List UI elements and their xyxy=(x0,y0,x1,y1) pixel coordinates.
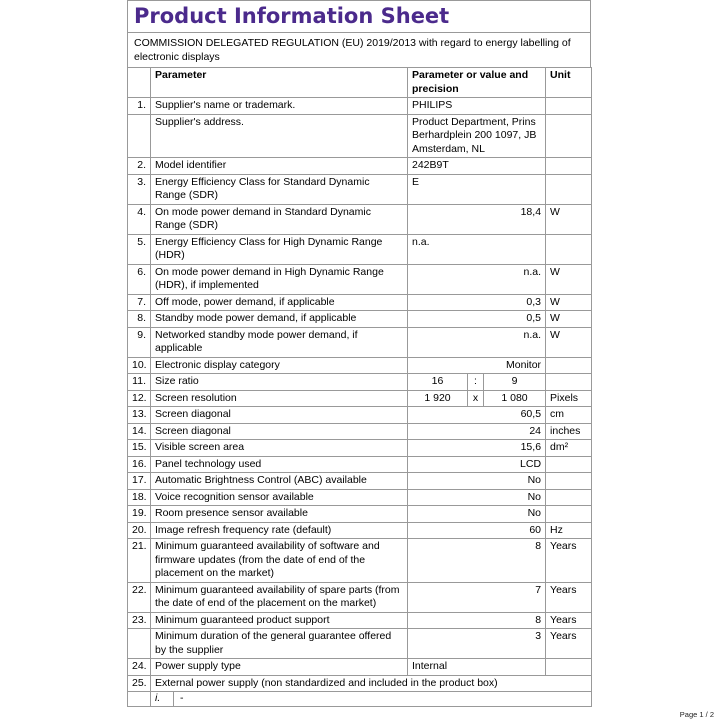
row-value: n.a. xyxy=(408,327,546,357)
table-row xyxy=(128,440,592,457)
row-value: 8 xyxy=(408,539,546,583)
row-parameter: On mode power demand in High Dynamic Range (HDR), if implemented xyxy=(151,264,408,294)
row-value: Monitor xyxy=(408,357,546,374)
row-unit xyxy=(546,357,592,374)
row-number: 3. xyxy=(128,174,151,204)
header-num-cell xyxy=(128,68,151,98)
table-row xyxy=(128,675,592,692)
header-value: Parameter or value and precision xyxy=(408,68,546,98)
row-parameter: Screen diagonal xyxy=(151,407,408,424)
table-row xyxy=(128,98,592,115)
row-value: 0,3 xyxy=(408,294,546,311)
page-title: Product Information Sheet xyxy=(127,0,591,32)
row-value: No xyxy=(408,473,546,490)
row-unit: cm xyxy=(546,407,592,424)
row-unit: W xyxy=(546,294,592,311)
row-unit xyxy=(546,659,592,676)
table-row xyxy=(128,390,592,407)
row-parameter: Energy Efficiency Class for High Dynamic Range (HDR) xyxy=(151,234,408,264)
row-unit: W xyxy=(546,311,592,328)
row-value: n.a. xyxy=(408,264,546,294)
row-unit xyxy=(546,234,592,264)
row-value: Internal xyxy=(408,659,546,676)
row-value: 60,5 xyxy=(408,407,546,424)
table-row xyxy=(128,692,592,707)
row-value: 18,4 xyxy=(408,204,546,234)
table-row xyxy=(128,374,592,391)
row-number: 19. xyxy=(128,506,151,523)
row-number: 4. xyxy=(128,204,151,234)
row-parameter: Voice recognition sensor available xyxy=(151,489,408,506)
row-unit: W xyxy=(546,327,592,357)
row-number: 20. xyxy=(128,522,151,539)
table-row xyxy=(128,539,592,583)
row-number xyxy=(128,629,151,659)
sub-item-value: - xyxy=(180,692,184,704)
row-number: 24. xyxy=(128,659,151,676)
row-unit xyxy=(546,506,592,523)
row-parameter: Image refresh frequency rate (default) xyxy=(151,522,408,539)
value-separator: x xyxy=(468,390,484,407)
row-number: 1. xyxy=(128,98,151,115)
row-number: 7. xyxy=(128,294,151,311)
row-number: 23. xyxy=(128,612,151,629)
row-number: 16. xyxy=(128,456,151,473)
table-row xyxy=(128,158,592,175)
row-number: 17. xyxy=(128,473,151,490)
table-row xyxy=(128,114,592,158)
table-row xyxy=(128,522,592,539)
row-parameter: Minimum duration of the general guarantee offered by the supplier xyxy=(151,629,408,659)
row-number: 12. xyxy=(128,390,151,407)
table-row xyxy=(128,473,592,490)
row-parameter: Standby mode power demand, if applicable xyxy=(151,311,408,328)
row-parameter: External power supply (non standardized and included in the product box) xyxy=(151,675,592,692)
row-number: 21. xyxy=(128,539,151,583)
row-value: 0,5 xyxy=(408,311,546,328)
header-parameter: Parameter xyxy=(151,68,408,98)
row-value: 3 xyxy=(408,629,546,659)
row-value: 24 xyxy=(408,423,546,440)
page-number: Page 1 / 2 xyxy=(679,710,714,719)
value-part-2: 9 xyxy=(484,374,546,391)
row-parameter: Model identifier xyxy=(151,158,408,175)
table-row xyxy=(128,357,592,374)
row-value: 242B9T xyxy=(408,158,546,175)
row-number: 10. xyxy=(128,357,151,374)
row-unit: inches xyxy=(546,423,592,440)
product-info-table xyxy=(127,67,592,707)
sub-row-cell xyxy=(151,692,592,707)
row-parameter: On mode power demand in Standard Dynamic Range (SDR) xyxy=(151,204,408,234)
table-row xyxy=(128,407,592,424)
row-unit: Years xyxy=(546,582,592,612)
row-unit xyxy=(546,374,592,391)
table-row xyxy=(128,659,592,676)
row-value: LCD xyxy=(408,456,546,473)
row-parameter: Room presence sensor available xyxy=(151,506,408,523)
table-row xyxy=(128,506,592,523)
row-number: 11. xyxy=(128,374,151,391)
row-value: Product Department, Prins Berhardplein 200 1097, JB Amsterdam, NL xyxy=(408,114,546,158)
table-header-row xyxy=(128,68,592,98)
value-separator: : xyxy=(468,374,484,391)
row-unit: Years xyxy=(546,629,592,659)
row-number: 25. xyxy=(128,675,151,692)
value-part-1: 1 920 xyxy=(408,390,468,407)
row-value: 15,6 xyxy=(408,440,546,457)
row-parameter: Networked standby mode power demand, if applicable xyxy=(151,327,408,357)
row-unit: Years xyxy=(546,612,592,629)
row-parameter: Automatic Brightness Control (ABC) available xyxy=(151,473,408,490)
row-number xyxy=(128,114,151,158)
table-row xyxy=(128,204,592,234)
table-row xyxy=(128,582,592,612)
row-unit xyxy=(546,98,592,115)
table-row xyxy=(128,456,592,473)
row-value: No xyxy=(408,506,546,523)
table-row xyxy=(128,629,592,659)
row-value: 60 xyxy=(408,522,546,539)
table-row xyxy=(128,612,592,629)
row-parameter: Minimum guaranteed availability of spare parts (from the date of end of the placement on the market) xyxy=(151,582,408,612)
row-unit xyxy=(546,489,592,506)
row-unit: Pixels xyxy=(546,390,592,407)
row-unit: Years xyxy=(546,539,592,583)
row-parameter: Supplier's name or trademark. xyxy=(151,98,408,115)
row-number: 13. xyxy=(128,407,151,424)
row-parameter: Power supply type xyxy=(151,659,408,676)
row-parameter: Screen diagonal xyxy=(151,423,408,440)
row-num-cell xyxy=(128,692,151,707)
row-parameter: Screen resolution xyxy=(151,390,408,407)
row-unit: W xyxy=(546,264,592,294)
row-number: 9. xyxy=(128,327,151,357)
row-unit: W xyxy=(546,204,592,234)
row-value: n.a. xyxy=(408,234,546,264)
row-number: 15. xyxy=(128,440,151,457)
table-row xyxy=(128,311,592,328)
row-value: E xyxy=(408,174,546,204)
table-row xyxy=(128,423,592,440)
value-part-1: 16 xyxy=(408,374,468,391)
header-unit: Unit xyxy=(546,68,592,98)
row-unit: Hz xyxy=(546,522,592,539)
row-number: 18. xyxy=(128,489,151,506)
table-row xyxy=(128,234,592,264)
row-unit xyxy=(546,456,592,473)
row-number: 5. xyxy=(128,234,151,264)
row-parameter: Energy Efficiency Class for Standard Dynamic Range (SDR) xyxy=(151,174,408,204)
table-row xyxy=(128,264,592,294)
row-parameter: Minimum guaranteed product support xyxy=(151,612,408,629)
row-unit xyxy=(546,158,592,175)
regulation-subtitle: COMMISSION DELEGATED REGULATION (EU) 2019/2013 with regard to energy labelling of electronic displays xyxy=(127,32,591,68)
row-number: 14. xyxy=(128,423,151,440)
row-parameter: Electronic display category xyxy=(151,357,408,374)
row-unit xyxy=(546,174,592,204)
row-parameter: Panel technology used xyxy=(151,456,408,473)
row-unit: dm² xyxy=(546,440,592,457)
value-part-2: 1 080 xyxy=(484,390,546,407)
row-unit xyxy=(546,473,592,490)
row-number: 6. xyxy=(128,264,151,294)
row-number: 2. xyxy=(128,158,151,175)
row-value: PHILIPS xyxy=(408,98,546,115)
table-row xyxy=(128,327,592,357)
row-parameter: Size ratio xyxy=(151,374,408,391)
table-row xyxy=(128,489,592,506)
sub-item-label: i. xyxy=(151,692,174,706)
table-row xyxy=(128,294,592,311)
row-value: 7 xyxy=(408,582,546,612)
row-number: 8. xyxy=(128,311,151,328)
table-row xyxy=(128,174,592,204)
row-value: No xyxy=(408,489,546,506)
row-parameter: Minimum guaranteed availability of software and firmware updates (from the date of end of the placement on the market) xyxy=(151,539,408,583)
row-value: 8 xyxy=(408,612,546,629)
row-unit xyxy=(546,114,592,158)
row-parameter: Visible screen area xyxy=(151,440,408,457)
row-parameter: Supplier's address. xyxy=(151,114,408,158)
row-number: 22. xyxy=(128,582,151,612)
row-parameter: Off mode, power demand, if applicable xyxy=(151,294,408,311)
